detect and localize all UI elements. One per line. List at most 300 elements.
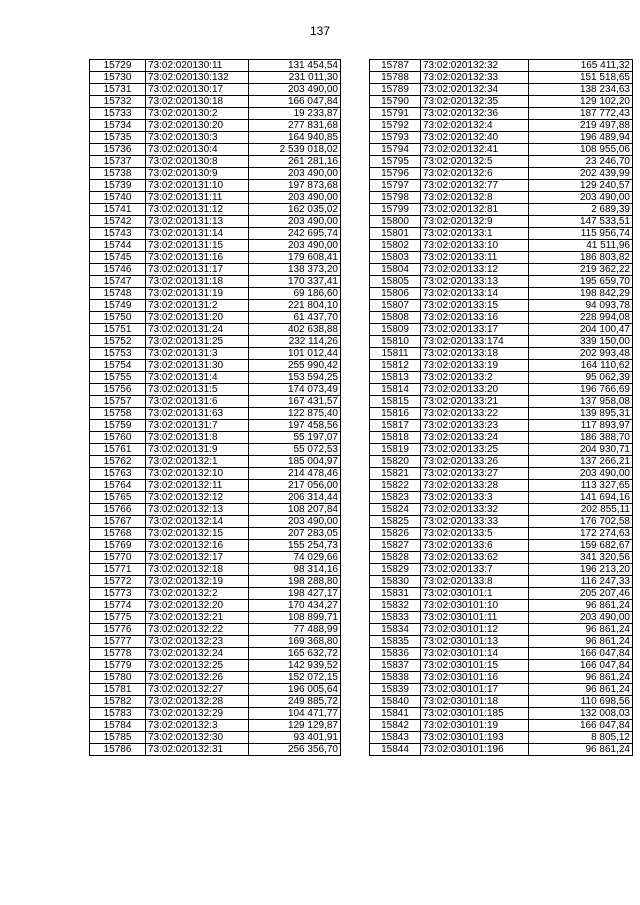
value-cell: 172 274,63 xyxy=(529,528,633,540)
cadastral-number-cell: 73:02:020131:20 xyxy=(146,312,249,324)
row-number-cell: 15802 xyxy=(370,240,421,252)
value-cell: 203 490,00 xyxy=(249,192,341,204)
cadastral-number-cell: 73:02:020131:9 xyxy=(146,444,249,456)
value-cell: 176 702,58 xyxy=(529,516,633,528)
row-number-cell: 15796 xyxy=(370,168,421,180)
register-table-body xyxy=(370,60,633,756)
row-number-cell: 15759 xyxy=(90,420,146,432)
table-row xyxy=(90,408,341,420)
table-row xyxy=(90,108,341,120)
table-row xyxy=(370,432,633,444)
table-row xyxy=(370,732,633,744)
row-number-cell: 15765 xyxy=(90,492,146,504)
value-cell: 202 993,48 xyxy=(529,348,633,360)
table-row xyxy=(370,336,633,348)
table-row xyxy=(90,120,341,132)
table-row xyxy=(370,588,633,600)
cadastral-number-cell: 73:02:020132:10 xyxy=(146,468,249,480)
row-number-cell: 15750 xyxy=(90,312,146,324)
value-cell: 93 401,91 xyxy=(249,732,341,744)
row-number-cell: 15843 xyxy=(370,732,421,744)
value-cell: 108 955,06 xyxy=(529,144,633,156)
value-cell: 166 047,84 xyxy=(529,648,633,660)
cadastral-number-cell: 73:02:020133:174 xyxy=(421,336,529,348)
row-number-cell: 15827 xyxy=(370,540,421,552)
table-row xyxy=(90,420,341,432)
value-cell: 203 490,00 xyxy=(249,168,341,180)
row-number-cell: 15828 xyxy=(370,552,421,564)
table-row xyxy=(370,324,633,336)
table-row xyxy=(90,636,341,648)
cadastral-number-cell: 73:02:020132:22 xyxy=(146,624,249,636)
cadastral-number-cell: 73:02:020131:16 xyxy=(146,252,249,264)
value-cell: 96 861,24 xyxy=(529,624,633,636)
value-cell: 402 638,88 xyxy=(249,324,341,336)
cadastral-number-cell: 73:02:020130:132 xyxy=(146,72,249,84)
cadastral-number-cell: 73:02:030101:1 xyxy=(421,588,529,600)
value-cell: 207 283,05 xyxy=(249,528,341,540)
table-row xyxy=(370,360,633,372)
row-number-cell: 15817 xyxy=(370,420,421,432)
value-cell: 162 035,02 xyxy=(249,204,341,216)
table-row xyxy=(90,84,341,96)
value-cell: 196 213,20 xyxy=(529,564,633,576)
cadastral-number-cell: 73:02:020133:17 xyxy=(421,324,529,336)
table-row xyxy=(90,288,341,300)
row-number-cell: 15808 xyxy=(370,312,421,324)
cadastral-number-cell: 73:02:020132:16 xyxy=(146,540,249,552)
cadastral-number-cell: 73:02:020133:23 xyxy=(421,420,529,432)
row-number-cell: 15734 xyxy=(90,120,146,132)
cadastral-number-cell: 73:02:020132:25 xyxy=(146,660,249,672)
cadastral-number-cell: 73:02:020132:3 xyxy=(146,720,249,732)
value-cell: 164 940,85 xyxy=(249,132,341,144)
row-number-cell: 15837 xyxy=(370,660,421,672)
value-cell: 165 632,72 xyxy=(249,648,341,660)
table-row xyxy=(90,168,341,180)
table-row xyxy=(370,264,633,276)
row-number-cell: 15741 xyxy=(90,204,146,216)
row-number-cell: 15754 xyxy=(90,360,146,372)
row-number-cell: 15833 xyxy=(370,612,421,624)
table-row xyxy=(90,300,341,312)
row-number-cell: 15830 xyxy=(370,576,421,588)
row-number-cell: 15788 xyxy=(370,72,421,84)
value-cell: 198 842,29 xyxy=(529,288,633,300)
value-cell: 169 368,80 xyxy=(249,636,341,648)
cadastral-number-cell: 73:02:020130:11 xyxy=(146,60,249,72)
cadastral-number-cell: 73:02:020132:12 xyxy=(146,492,249,504)
row-number-cell: 15773 xyxy=(90,588,146,600)
cadastral-number-cell: 73:02:020133:1 xyxy=(421,228,529,240)
cadastral-number-cell: 73:02:030101:18 xyxy=(421,696,529,708)
cadastral-number-cell: 73:02:020131:63 xyxy=(146,408,249,420)
table-row xyxy=(90,492,341,504)
cadastral-number-cell: 73:02:020131:4 xyxy=(146,372,249,384)
value-cell: 339 150,00 xyxy=(529,336,633,348)
table-row xyxy=(370,72,633,84)
cadastral-number-cell: 73:02:020131:17 xyxy=(146,264,249,276)
cadastral-number-cell: 73:02:020133:27 xyxy=(421,468,529,480)
cadastral-number-cell: 73:02:020132:30 xyxy=(146,732,249,744)
value-cell: 129 129,87 xyxy=(249,720,341,732)
value-cell: 132 008,03 xyxy=(529,708,633,720)
value-cell: 19 233,87 xyxy=(249,108,341,120)
row-number-cell: 15810 xyxy=(370,336,421,348)
table-row xyxy=(90,648,341,660)
cadastral-number-cell: 73:02:020133:33 xyxy=(421,516,529,528)
row-number-cell: 15764 xyxy=(90,480,146,492)
row-number-cell: 15793 xyxy=(370,132,421,144)
table-row xyxy=(370,456,633,468)
table-row xyxy=(370,444,633,456)
value-cell: 116 247,33 xyxy=(529,576,633,588)
table-row xyxy=(370,684,633,696)
table-row xyxy=(370,492,633,504)
cadastral-number-cell: 73:02:020131:14 xyxy=(146,228,249,240)
table-row xyxy=(370,120,633,132)
cadastral-number-cell: 73:02:020131:11 xyxy=(146,192,249,204)
value-cell: 23 246,70 xyxy=(529,156,633,168)
table-row xyxy=(90,264,341,276)
value-cell: 170 337,41 xyxy=(249,276,341,288)
row-number-cell: 15787 xyxy=(370,60,421,72)
cadastral-number-cell: 73:02:020133:32 xyxy=(421,504,529,516)
cadastral-number-cell: 73:02:020131:18 xyxy=(146,276,249,288)
value-cell: 198 427,17 xyxy=(249,588,341,600)
row-number-cell: 15751 xyxy=(90,324,146,336)
value-cell: 197 458,56 xyxy=(249,420,341,432)
row-number-cell: 15800 xyxy=(370,216,421,228)
table-row xyxy=(370,468,633,480)
row-number-cell: 15821 xyxy=(370,468,421,480)
row-number-cell: 15783 xyxy=(90,708,146,720)
value-cell: 96 861,24 xyxy=(529,744,633,756)
cadastral-number-cell: 73:02:020132:35 xyxy=(421,96,529,108)
cadastral-number-cell: 73:02:020133:24 xyxy=(421,432,529,444)
value-cell: 164 110,62 xyxy=(529,360,633,372)
row-number-cell: 15770 xyxy=(90,552,146,564)
row-number-cell: 15790 xyxy=(370,96,421,108)
cadastral-number-cell: 73:02:020130:18 xyxy=(146,96,249,108)
row-number-cell: 15775 xyxy=(90,612,146,624)
table-row xyxy=(370,312,633,324)
cadastral-number-cell: 73:02:030101:13 xyxy=(421,636,529,648)
cadastral-number-cell: 73:02:020132:19 xyxy=(146,576,249,588)
value-cell: 179 608,41 xyxy=(249,252,341,264)
row-number-cell: 15789 xyxy=(370,84,421,96)
row-number-cell: 15757 xyxy=(90,396,146,408)
row-number-cell: 15840 xyxy=(370,696,421,708)
row-number-cell: 15731 xyxy=(90,84,146,96)
cadastral-number-cell: 73:02:030101:193 xyxy=(421,732,529,744)
cadastral-number-cell: 73:02:030101:16 xyxy=(421,672,529,684)
table-row xyxy=(90,660,341,672)
table-row xyxy=(90,396,341,408)
value-cell: 108 899,71 xyxy=(249,612,341,624)
value-cell: 186 388,70 xyxy=(529,432,633,444)
value-cell: 185 004,97 xyxy=(249,456,341,468)
value-cell: 110 698,56 xyxy=(529,696,633,708)
value-cell: 219 362,22 xyxy=(529,264,633,276)
cadastral-number-cell: 73:02:020132:36 xyxy=(421,108,529,120)
row-number-cell: 15777 xyxy=(90,636,146,648)
table-row xyxy=(90,192,341,204)
row-number-cell: 15730 xyxy=(90,72,146,84)
table-row xyxy=(90,96,341,108)
value-cell: 77 488,99 xyxy=(249,624,341,636)
value-cell: 129 240,57 xyxy=(529,180,633,192)
table-row xyxy=(90,336,341,348)
table-row xyxy=(90,480,341,492)
value-cell: 96 861,24 xyxy=(529,684,633,696)
cadastral-number-cell: 73:02:020133:14 xyxy=(421,288,529,300)
table-row xyxy=(90,324,341,336)
row-number-cell: 15748 xyxy=(90,288,146,300)
cadastral-number-cell: 73:02:020131:12 xyxy=(146,204,249,216)
value-cell: 203 490,00 xyxy=(529,612,633,624)
value-cell: 141 694,16 xyxy=(529,492,633,504)
value-cell: 203 490,00 xyxy=(529,192,633,204)
value-cell: 98 314,16 xyxy=(249,564,341,576)
table-row xyxy=(90,528,341,540)
cadastral-number-cell: 73:02:030101:15 xyxy=(421,660,529,672)
table-row xyxy=(90,468,341,480)
value-cell: 203 490,00 xyxy=(249,84,341,96)
value-cell: 41 511,96 xyxy=(529,240,633,252)
row-number-cell: 15747 xyxy=(90,276,146,288)
cadastral-number-cell: 73:02:020131:3 xyxy=(146,348,249,360)
table-row xyxy=(370,576,633,588)
row-number-cell: 15813 xyxy=(370,372,421,384)
table-row xyxy=(90,348,341,360)
cadastral-number-cell: 73:02:020132:34 xyxy=(421,84,529,96)
value-cell: 202 855,11 xyxy=(529,504,633,516)
table-row xyxy=(370,288,633,300)
value-cell: 203 490,00 xyxy=(249,516,341,528)
value-cell: 153 594,25 xyxy=(249,372,341,384)
cadastral-number-cell: 73:02:020132:8 xyxy=(421,192,529,204)
table-row xyxy=(370,60,633,72)
row-number-cell: 15763 xyxy=(90,468,146,480)
row-number-cell: 15839 xyxy=(370,684,421,696)
row-number-cell: 15745 xyxy=(90,252,146,264)
cadastral-number-cell: 73:02:020131:13 xyxy=(146,216,249,228)
row-number-cell: 15778 xyxy=(90,648,146,660)
value-cell: 167 431,57 xyxy=(249,396,341,408)
row-number-cell: 15838 xyxy=(370,672,421,684)
table-row xyxy=(90,564,341,576)
cadastral-number-cell: 73:02:020132:21 xyxy=(146,612,249,624)
table-row xyxy=(370,720,633,732)
table-row xyxy=(370,480,633,492)
table-row xyxy=(370,744,633,756)
table-row xyxy=(90,456,341,468)
cadastral-number-cell: 73:02:030101:10 xyxy=(421,600,529,612)
cadastral-number-cell: 73:02:020133:2 xyxy=(421,372,529,384)
value-cell: 108 207,84 xyxy=(249,504,341,516)
cadastral-number-cell: 73:02:020131:15 xyxy=(146,240,249,252)
cadastral-number-cell: 73:02:020132:17 xyxy=(146,552,249,564)
value-cell: 187 772,43 xyxy=(529,108,633,120)
value-cell: 204 100,47 xyxy=(529,324,633,336)
table-row xyxy=(90,576,341,588)
row-number-cell: 15841 xyxy=(370,708,421,720)
row-number-cell: 15820 xyxy=(370,456,421,468)
row-number-cell: 15805 xyxy=(370,276,421,288)
table-row xyxy=(90,600,341,612)
value-cell: 137 958,08 xyxy=(529,396,633,408)
table-row xyxy=(370,192,633,204)
register-table-right xyxy=(369,59,633,756)
value-cell: 155 254,73 xyxy=(249,540,341,552)
row-number-cell: 15779 xyxy=(90,660,146,672)
table-row xyxy=(90,516,341,528)
value-cell: 147 533,51 xyxy=(529,216,633,228)
table-row xyxy=(90,720,341,732)
row-number-cell: 15816 xyxy=(370,408,421,420)
cadastral-number-cell: 73:02:020133:16 xyxy=(421,312,529,324)
value-cell: 151 518,65 xyxy=(529,72,633,84)
value-cell: 55 072,53 xyxy=(249,444,341,456)
table-row xyxy=(370,612,633,624)
table-row xyxy=(370,540,633,552)
table-row xyxy=(90,384,341,396)
row-number-cell: 15784 xyxy=(90,720,146,732)
value-cell: 195 659,70 xyxy=(529,276,633,288)
cadastral-number-cell: 73:02:020131:10 xyxy=(146,180,249,192)
table-row xyxy=(370,228,633,240)
row-number-cell: 15767 xyxy=(90,516,146,528)
value-cell: 166 047,84 xyxy=(529,660,633,672)
value-cell: 249 885,72 xyxy=(249,696,341,708)
row-number-cell: 15792 xyxy=(370,120,421,132)
value-cell: 186 803,82 xyxy=(529,252,633,264)
cadastral-number-cell: 73:02:020131:19 xyxy=(146,288,249,300)
row-number-cell: 15737 xyxy=(90,156,146,168)
value-cell: 204 930,71 xyxy=(529,444,633,456)
table-row xyxy=(370,660,633,672)
cadastral-number-cell: 73:02:020132:77 xyxy=(421,180,529,192)
cadastral-number-cell: 73:02:020132:15 xyxy=(146,528,249,540)
value-cell: 94 093,78 xyxy=(529,300,633,312)
cadastral-number-cell: 73:02:020132:23 xyxy=(146,636,249,648)
cadastral-number-cell: 73:02:030101:185 xyxy=(421,708,529,720)
value-cell: 214 478,46 xyxy=(249,468,341,480)
table-row xyxy=(90,60,341,72)
table-row xyxy=(370,672,633,684)
row-number-cell: 15836 xyxy=(370,648,421,660)
cadastral-number-cell: 73:02:020133:19 xyxy=(421,360,529,372)
row-number-cell: 15739 xyxy=(90,180,146,192)
value-cell: 8 805,12 xyxy=(529,732,633,744)
cadastral-number-cell: 73:02:020131:5 xyxy=(146,384,249,396)
value-cell: 341 320,56 xyxy=(529,552,633,564)
table-row xyxy=(90,312,341,324)
value-cell: 231 011,30 xyxy=(249,72,341,84)
value-cell: 242 695,74 xyxy=(249,228,341,240)
value-cell: 166 047,84 xyxy=(529,720,633,732)
cadastral-number-cell: 73:02:020132:4 xyxy=(421,120,529,132)
cadastral-number-cell: 73:02:020133:25 xyxy=(421,444,529,456)
row-number-cell: 15756 xyxy=(90,384,146,396)
table-row xyxy=(370,528,633,540)
table-row xyxy=(90,228,341,240)
table-row xyxy=(370,96,633,108)
table-row xyxy=(370,384,633,396)
table-row xyxy=(370,168,633,180)
row-number-cell: 15824 xyxy=(370,504,421,516)
page-number: 137 xyxy=(309,24,331,38)
table-row xyxy=(370,348,633,360)
row-number-cell: 15815 xyxy=(370,396,421,408)
value-cell: 256 356,70 xyxy=(249,744,341,756)
row-number-cell: 15834 xyxy=(370,624,421,636)
table-row xyxy=(90,504,341,516)
value-cell: 115 956,74 xyxy=(529,228,633,240)
table-row xyxy=(90,444,341,456)
value-cell: 174 073,49 xyxy=(249,384,341,396)
value-cell: 277 831,68 xyxy=(249,120,341,132)
value-cell: 137 266,21 xyxy=(529,456,633,468)
value-cell: 165 411,32 xyxy=(529,60,633,72)
table-row xyxy=(370,144,633,156)
table-row xyxy=(370,636,633,648)
value-cell: 255 990,42 xyxy=(249,360,341,372)
cadastral-number-cell: 73:02:020132:33 xyxy=(421,72,529,84)
cadastral-number-cell: 73:02:020132:81 xyxy=(421,204,529,216)
row-number-cell: 15742 xyxy=(90,216,146,228)
row-number-cell: 15776 xyxy=(90,624,146,636)
table-row xyxy=(370,216,633,228)
cadastral-number-cell: 73:02:030101:14 xyxy=(421,648,529,660)
cadastral-number-cell: 73:02:020131:24 xyxy=(146,324,249,336)
cadastral-number-cell: 73:02:020131:8 xyxy=(146,432,249,444)
row-number-cell: 15746 xyxy=(90,264,146,276)
value-cell: 122 875,40 xyxy=(249,408,341,420)
value-cell: 217 056,00 xyxy=(249,480,341,492)
table-row xyxy=(90,144,341,156)
cadastral-number-cell: 73:02:020133:6 xyxy=(421,540,529,552)
cadastral-number-cell: 73:02:020132:18 xyxy=(146,564,249,576)
value-cell: 198 288,80 xyxy=(249,576,341,588)
value-cell: 205 207,46 xyxy=(529,588,633,600)
table-row xyxy=(90,252,341,264)
row-number-cell: 15822 xyxy=(370,480,421,492)
value-cell: 74 029,66 xyxy=(249,552,341,564)
cadastral-number-cell: 73:02:020132:11 xyxy=(146,480,249,492)
cadastral-number-cell: 73:02:020132:2 xyxy=(146,588,249,600)
row-number-cell: 15781 xyxy=(90,684,146,696)
table-row xyxy=(370,252,633,264)
row-number-cell: 15760 xyxy=(90,432,146,444)
row-number-cell: 15794 xyxy=(370,144,421,156)
table-row xyxy=(370,240,633,252)
table-row xyxy=(370,648,633,660)
value-cell: 196 489,94 xyxy=(529,132,633,144)
cadastral-number-cell: 73:02:020132:20 xyxy=(146,600,249,612)
table-row xyxy=(370,156,633,168)
cadastral-number-cell: 73:02:020133:3 xyxy=(421,492,529,504)
cadastral-number-cell: 73:02:020133:12 xyxy=(421,264,529,276)
cadastral-number-cell: 73:02:020132:27 xyxy=(146,684,249,696)
value-cell: 2 689,39 xyxy=(529,204,633,216)
row-number-cell: 15819 xyxy=(370,444,421,456)
cadastral-number-cell: 73:02:020133:18 xyxy=(421,348,529,360)
table-row xyxy=(370,396,633,408)
row-number-cell: 15729 xyxy=(90,60,146,72)
row-number-cell: 15832 xyxy=(370,600,421,612)
